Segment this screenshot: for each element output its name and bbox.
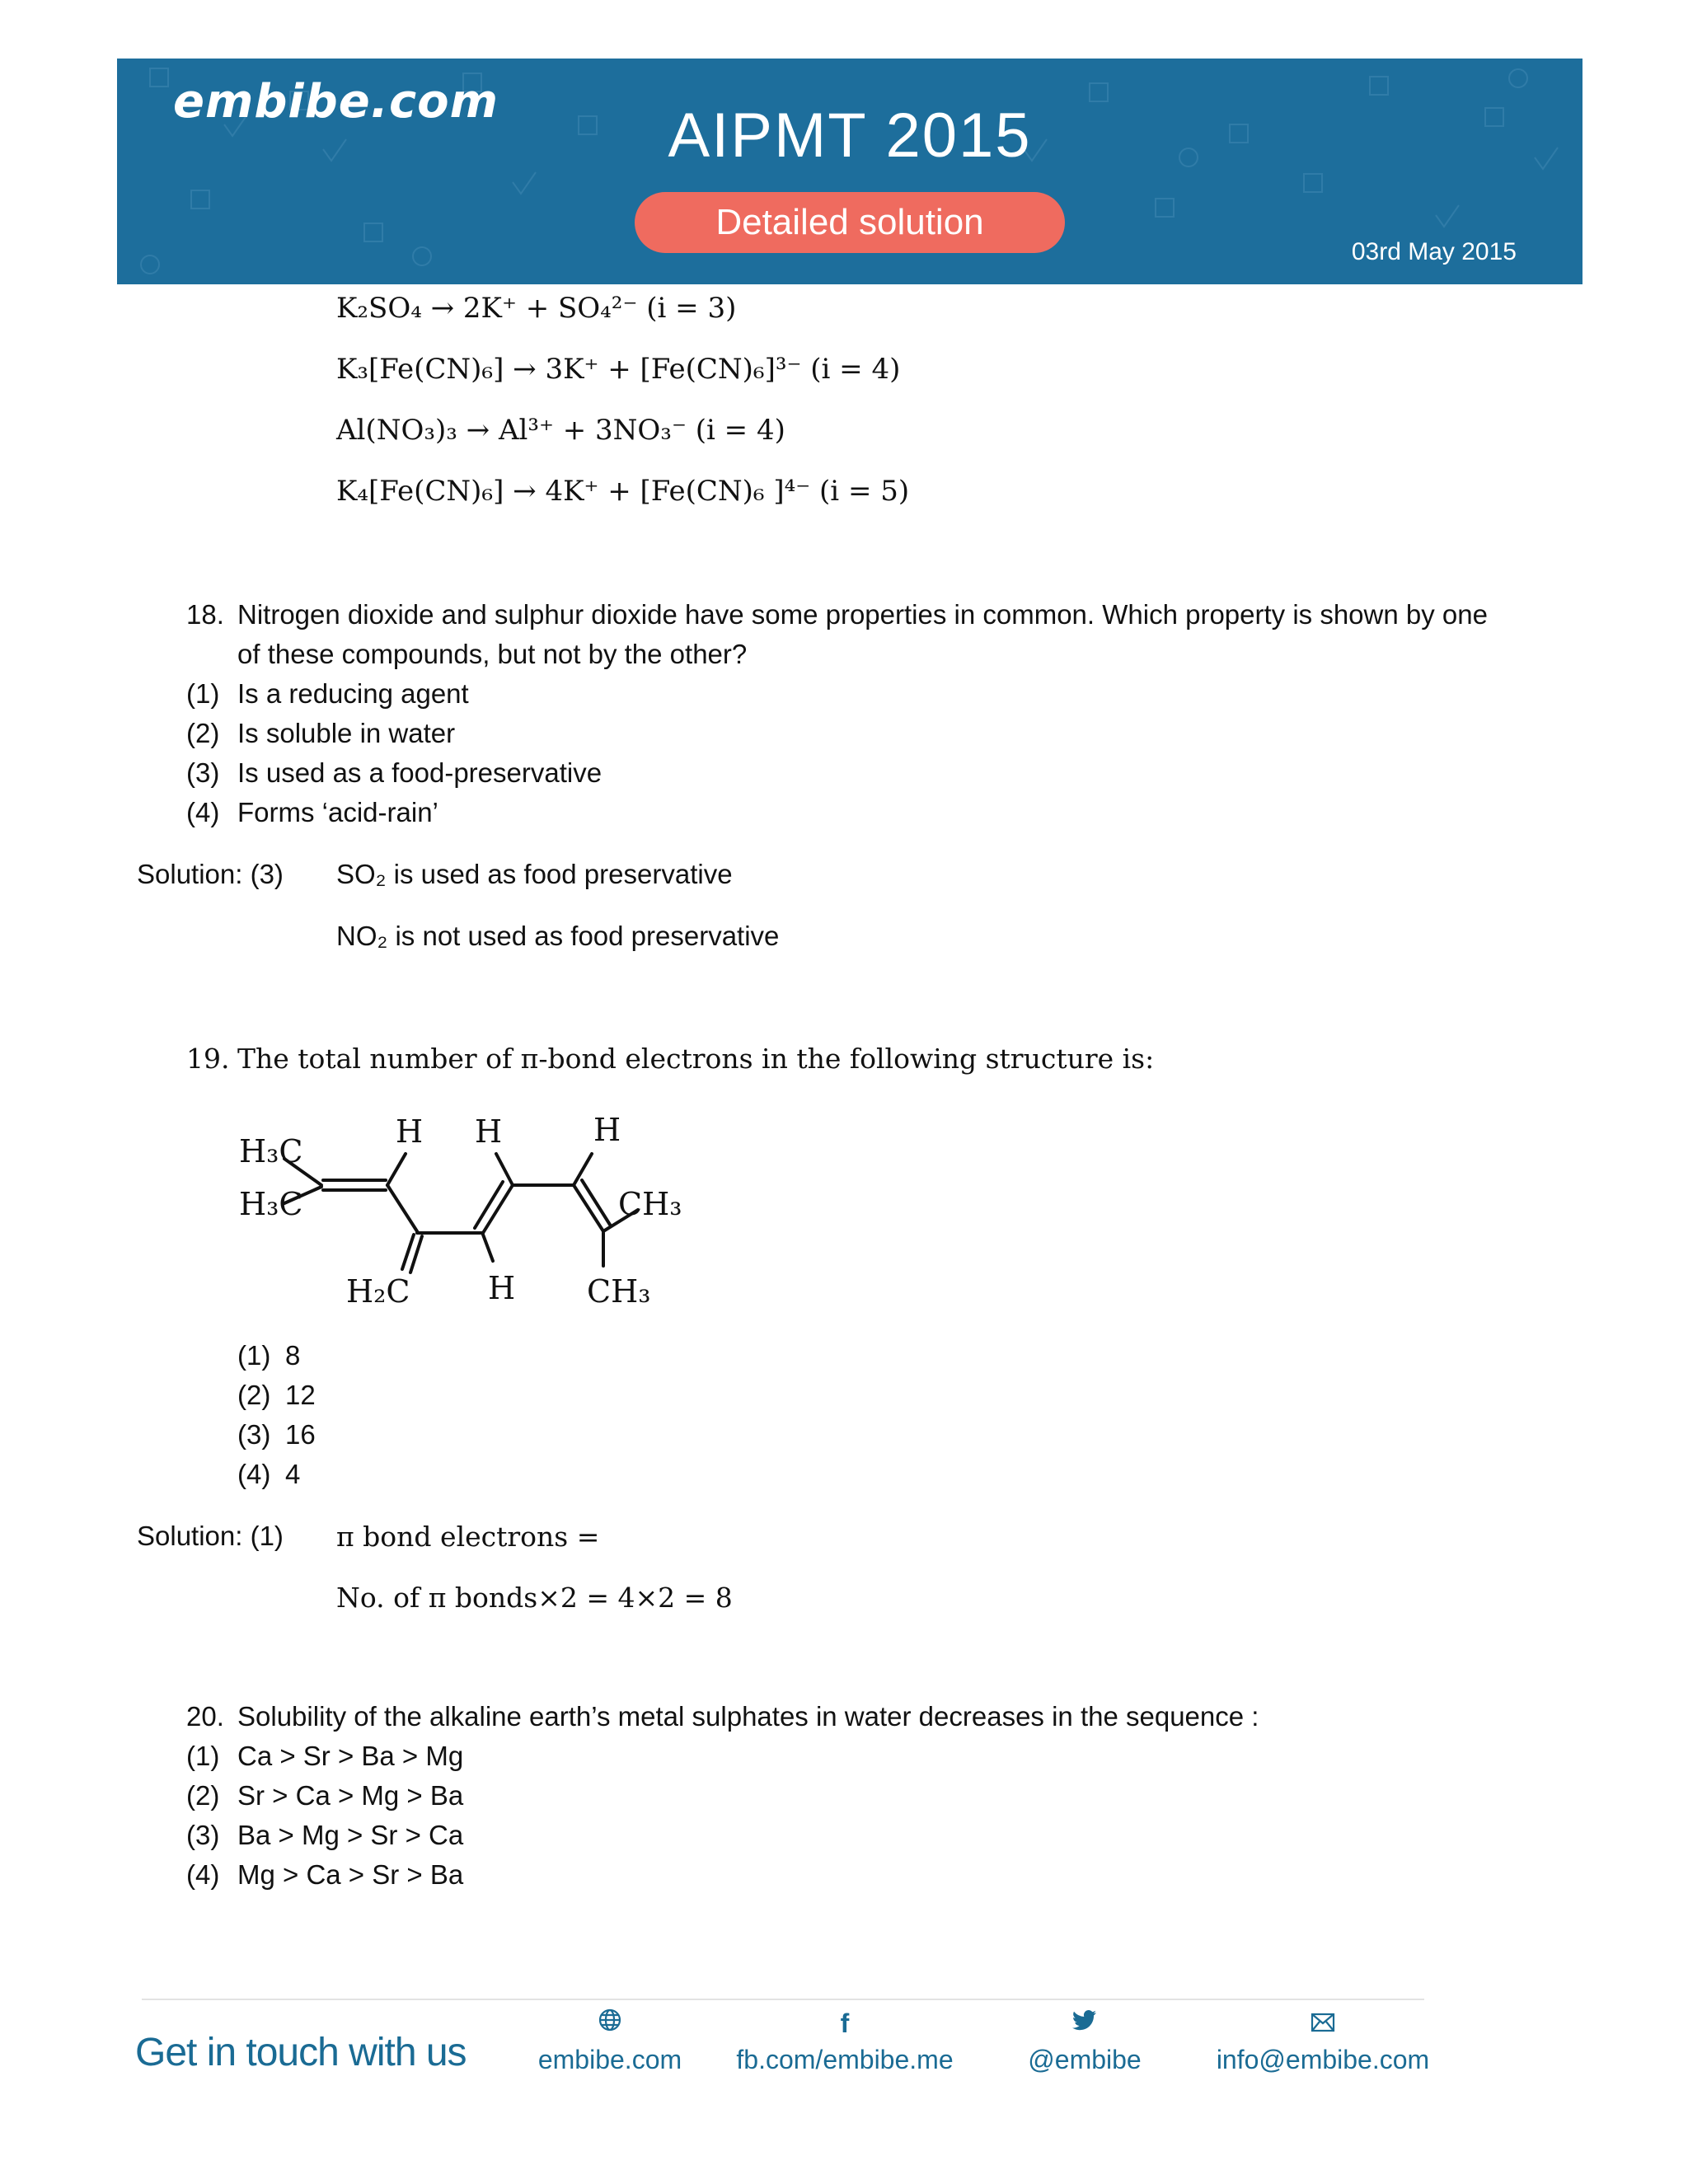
question-text: of these compounds, but not by the other? [237,639,748,669]
option-number: (4) [186,1859,220,1890]
option-text: 4 [285,1459,301,1489]
footer-facebook-link[interactable] [725,2007,964,2075]
option-number: (2) [237,1380,271,1410]
option-number: (2) [186,1780,220,1811]
footer-website-link[interactable] [528,2007,692,2075]
solution-line: π bond electrons = [336,1521,600,1553]
option-number: (1) [186,678,220,709]
brand-logo: embibe.com [173,75,499,129]
question-text: The total number of π-bond electrons in the following structure is: [237,1043,1155,1075]
option-number: (1) [186,1741,220,1771]
label-h-bottom: H [488,1270,516,1306]
label-h3: H [593,1112,621,1148]
solution-label: Solution: (1) [137,1521,284,1551]
option-number: (3) [186,757,220,788]
equation-line: Al(NO₃)₃ → Al³⁺ + 3NO₃⁻ (i = 4) [336,414,785,447]
exam-date: 03rd May 2015 [1351,238,1517,265]
chemical-structure-diagram [231,1104,725,1319]
footer-divider [142,1999,1424,2000]
footer-title: Get in touch with us [135,2031,467,2074]
option-text: Ba > Mg > Sr > Ca [237,1820,464,1850]
label-h2: H [475,1113,503,1150]
detailed-solution-badge: Detailed solution [635,192,1065,253]
option-text: 12 [285,1380,316,1410]
globe-icon [528,2007,692,2040]
twitter-icon [1019,2007,1151,2040]
question-number: 18. [186,599,224,630]
footer-link-label: fb.com/embibe.me [736,2045,954,2074]
question-number: 19. [186,1043,230,1075]
option-text: Is a reducing agent [237,678,469,709]
option-number: (4) [186,797,220,827]
label-h2c: H₂C [346,1273,410,1310]
mail-icon [1203,2007,1442,2040]
equation-line: K₂SO₄ → 2K⁺ + SO₄²⁻ (i = 3) [336,292,737,325]
option-number: (3) [186,1820,220,1850]
solution-line: No. of π bonds×2 = 4×2 = 8 [336,1582,733,1614]
equation-line: K₄[Fe(CN)₆] → 4K⁺ + [Fe(CN)₆ ]⁴⁻ (i = 5) [336,475,910,508]
question-number: 20. [186,1701,224,1732]
label-ch3-right: CH₃ [618,1186,682,1222]
option-number: (2) [186,718,220,748]
option-number: (4) [237,1459,271,1489]
option-number: (3) [237,1419,271,1450]
option-text: Forms ‘acid-rain’ [237,797,438,827]
facebook-icon: f [840,2008,850,2038]
option-text: Is soluble in water [237,718,456,748]
question-text: Nitrogen dioxide and sulphur dioxide have some properties in common. Which property is shown by one [237,599,1488,630]
footer-link-label: embibe.com [537,2045,682,2074]
label-h3c-bottom: H₃C [239,1186,303,1222]
solution-line: NO₂ is not used as food preservative [336,921,780,951]
solution-line: SO₂ is used as food preservative [336,859,733,889]
label-h1: H [396,1113,424,1150]
exam-title: AIPMT 2015 [668,101,1032,171]
option-number: (1) [237,1340,271,1371]
option-text: Mg > Ca > Sr > Ba [237,1859,464,1890]
equation-line: K₃[Fe(CN)₆] → 3K⁺ + [Fe(CN)₆]³⁻ (i = 4) [336,353,901,386]
option-text: 8 [285,1340,301,1371]
footer-twitter-link[interactable] [1019,2007,1151,2075]
solution-label: Solution: (3) [137,859,284,889]
footer-email-link[interactable] [1203,2007,1442,2075]
header-banner [117,59,1582,284]
question-text: Solubility of the alkaline earth’s metal sulphates in water decreases in the sequence : [237,1701,1259,1732]
footer-link-label: @embibe [1028,2045,1142,2074]
option-text: Ca > Sr > Ba > Mg [237,1741,464,1771]
label-h3c-top: H₃C [239,1133,303,1169]
footer-link-label: info@embibe.com [1216,2045,1430,2074]
label-ch3-bottom: CH₃ [587,1273,651,1310]
option-text: 16 [285,1419,316,1450]
option-text: Sr > Ca > Mg > Ba [237,1780,464,1811]
option-text: Is used as a food-preservative [237,757,603,788]
